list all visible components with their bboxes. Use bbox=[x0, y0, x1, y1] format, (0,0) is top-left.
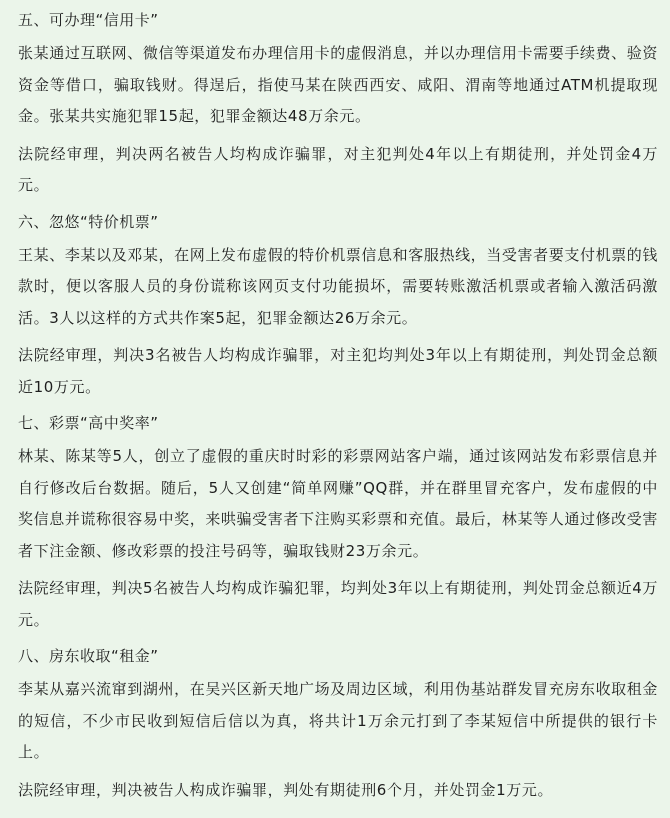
section-title: 七、彩票“高中奖率” bbox=[18, 414, 159, 432]
case-description: 李某从嘉兴流窜到湖州，在吴兴区新天地广场及周边区域，利用伪基站群发冒充房东收取租金的短信，不少市民收到短信后信以为真，将共计1万余元打到了李某短信中所提供的银行卡上。 bbox=[18, 680, 658, 761]
section-seven bbox=[18, 403, 658, 636]
section-title: 五、可办理“信用卡” bbox=[18, 11, 159, 29]
court-verdict: 法院经审理，判决被告人构成诈骗罪，判处有期徒刑6个月，并处罚金1万元。 bbox=[18, 780, 554, 799]
case-description: 张某通过互联网、微信等渠道发布办理信用卡的虚假消息，并以办理信用卡需要手续费、验资资金等借口，骗取钱财。得逞后，指使马某在陕西西安、咸阳、渭南等地通过ATM机提取现金。张某共实施犯罪15起，犯罪金额达48万余元。 bbox=[18, 44, 658, 125]
court-verdict: 法院经审理，判决5名被告人均构成诈骗犯罪，均判处3年以上有期徒刑，判处罚金总额近4万元。 bbox=[18, 579, 658, 629]
section-five bbox=[18, 0, 658, 202]
section-six bbox=[18, 202, 658, 404]
section-title: 八、房东收取“租金” bbox=[18, 647, 159, 665]
section-eight bbox=[18, 636, 658, 806]
case-description: 王某、李某以及邓某，在网上发布虚假的特价机票信息和客服热线，当受害者要支付机票的钱款时，便以客服人员的身份谎称该网页支付功能损坏，需要转账激活机票或者输入激活码激活。3人以这样的方式共作案5起，犯罪金额达26万余元。 bbox=[18, 245, 658, 327]
section-title: 六、忽悠“特价机票” bbox=[18, 212, 159, 231]
case-description: 林某、陈某等5人，创立了虚假的重庆时时彩的彩票网站客户端，通过该网站发布彩票信息并自行修改后台数据。随后，5人又创建“简单网赚”QQ群，并在群里冒充客户，发布虚假的中奖信息并谎称很容易中奖，来哄骗受害者下注购买彩票和充值。最后，林某等人通过修改受害者下注金额、修改彩票的投注号码等，骗取钱财23万余元。 bbox=[18, 447, 658, 560]
court-verdict: 法院经审理，判决3名被告人均构成诈骗罪，对主犯均判处3年以上有期徒刑，判处罚金总额近10万元。 bbox=[18, 346, 658, 396]
court-verdict: 法院经审理，判决两名被告人均构成诈骗罪，对主犯判处4年以上有期徒刑，并处罚金4万元。 bbox=[18, 144, 658, 194]
